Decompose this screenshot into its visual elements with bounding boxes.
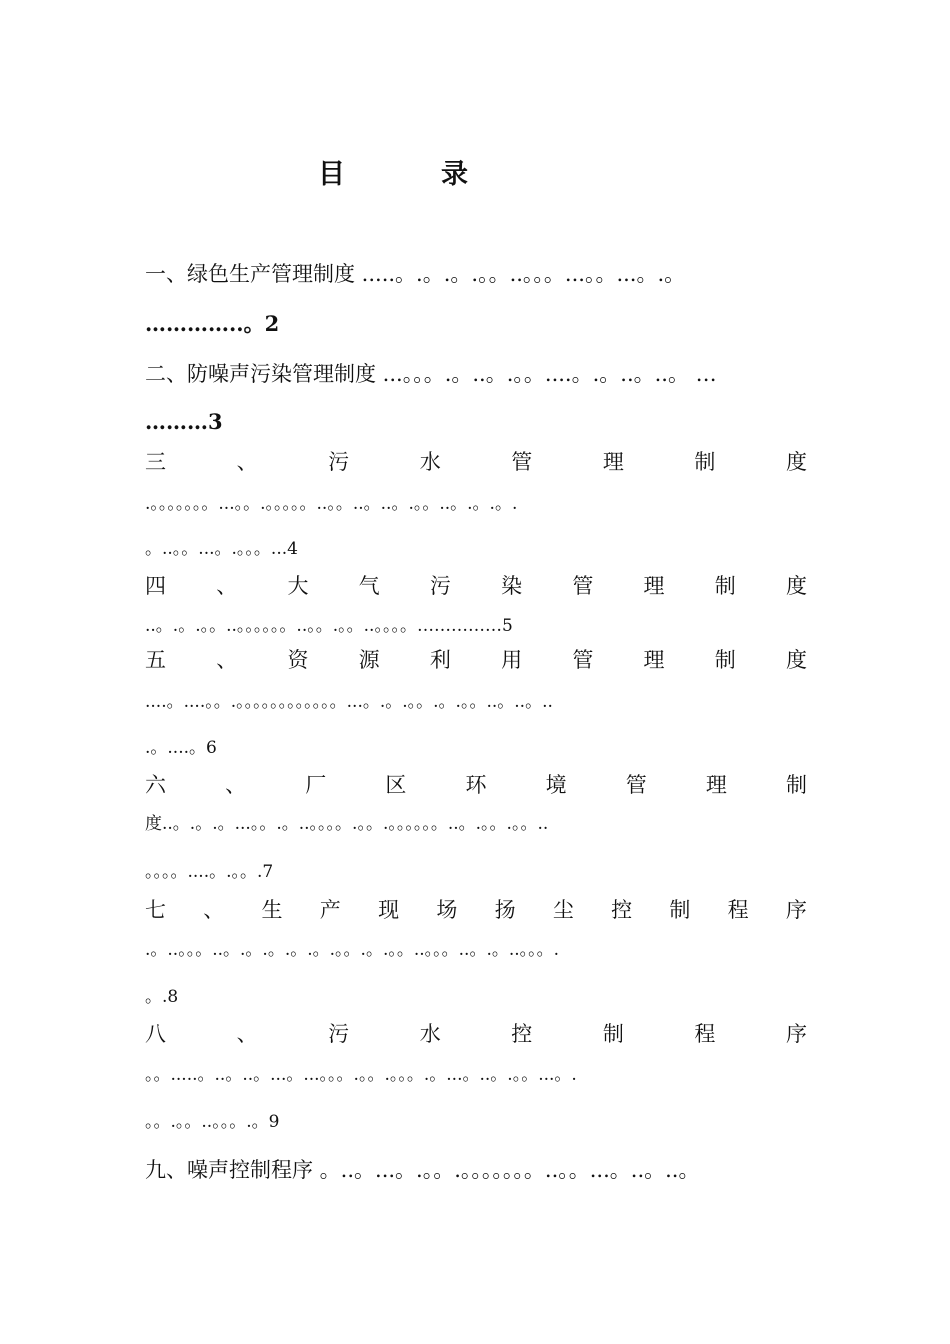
toc-entry-6-char: 区 (385, 773, 407, 797)
toc-entry-5-char: 五 (145, 648, 166, 672)
toc-entry-4-char: 气 (358, 574, 380, 598)
toc-entry-7-char: 生 (261, 898, 283, 922)
toc-entry-4-char: 污 (429, 574, 451, 598)
toc-entry-8-char: 八 (145, 1022, 166, 1046)
toc-entry-7-line-2: .。..。。。..。.。.。.。.。.。。.。.。。..。。。..。.。..。。。. (145, 940, 560, 960)
toc-entry-1-line-1: 一、绿色生产管理制度 .....。.。.。.。。..。。。...。。...。.。 (145, 262, 686, 286)
toc-entry-5-char: 理 (643, 648, 665, 672)
toc-entry-7-line-3: 。.8 (145, 987, 179, 1007)
toc-entry-6-line-1 (145, 771, 807, 799)
toc-entry-5-char: 源 (358, 648, 380, 672)
toc-entry-7-char: 控 (611, 898, 633, 922)
toc-entry-4-char: 度 (785, 574, 807, 598)
toc-entry-4-char: 四 (145, 574, 166, 598)
toc-entry-6-char: 厂 (305, 773, 327, 797)
toc-entry-7-char: 产 (319, 898, 341, 922)
toc-entry-3-char: 污 (328, 450, 350, 474)
toc-entry-5-line-2: ....。....。。.。。。。。。。。。。。。...。.。.。。.。.。。..。..。.. (145, 692, 553, 712)
toc-entry-1-line-2: …………..。2 (145, 311, 280, 336)
toc-entry-6-char: 理 (705, 773, 727, 797)
toc-entry-5-char: 、 (216, 648, 238, 672)
toc-entry-6-char: 、 (225, 773, 247, 797)
toc-entry-6-char: 六 (145, 773, 166, 797)
toc-entry-3-char: 度 (785, 450, 807, 474)
toc-entry-4-char: 、 (216, 574, 238, 598)
toc-entry-3-char: 三 (145, 450, 166, 474)
toc-entry-5-line-1 (145, 646, 807, 674)
toc-entry-5-char: 管 (572, 648, 594, 672)
toc-entry-8-char: 序 (785, 1022, 807, 1046)
toc-entry-8-char: 程 (694, 1022, 716, 1046)
toc-entry-7-char: 制 (669, 898, 691, 922)
toc-entry-6-line-3: 。。。。....。.。。.7 (145, 862, 274, 882)
toc-entry-5-char: 度 (785, 648, 807, 672)
toc-entry-6-char: 制 (786, 773, 807, 797)
toc-entry-3-char: 制 (694, 450, 716, 474)
toc-entry-3-line-3: 。..。。...。.。。。...4 (145, 539, 298, 559)
toc-entry-3-char: 理 (602, 450, 624, 474)
toc-entry-8-line-3: 。。.。。..。。。.。9 (145, 1112, 280, 1132)
toc-entry-5-char: 利 (429, 648, 451, 672)
toc-entry-4-line-2: ..。.。.。。..。。。。。。..。。.。。..。。。。……………5 (145, 616, 513, 636)
toc-entry-7-char: 尘 (552, 898, 574, 922)
toc-title-char-1: 目 (318, 159, 345, 190)
toc-entry-8-char: 制 (602, 1022, 624, 1046)
toc-entry-9-line-1: 九、噪声控制程序 。..。...。.。。.。。。。。。。..。。...。..。..。 (145, 1158, 700, 1182)
toc-entry-8-char: 控 (511, 1022, 533, 1046)
toc-entry-8-line-2: 。。.....。..。..。...。...。。。.。。.。。。.。...。..。.。。...。. (145, 1065, 577, 1085)
toc-entry-6-char: 管 (625, 773, 647, 797)
toc-entry-6-char: 环 (465, 773, 487, 797)
toc-entry-7-char: 序 (785, 898, 807, 922)
toc-entry-5-char: 用 (501, 648, 523, 672)
toc-entry-5-char: 制 (714, 648, 736, 672)
toc-entry-7-char: 七 (145, 898, 166, 922)
toc-entry-7-char: 、 (203, 898, 225, 922)
toc-entry-7-line-1 (145, 896, 807, 924)
toc-entry-7-char: 扬 (494, 898, 516, 922)
toc-entry-4-char: 大 (287, 574, 309, 598)
toc-entry-4-line-1 (145, 572, 807, 600)
toc-entry-3-char: 、 (236, 450, 258, 474)
toc-entry-2-line-1: 二、防噪声污染管理制度 ...。。。.。..。.。。....。.。..。..。 … (145, 362, 717, 386)
toc-entry-2-line-2: ………3 (145, 409, 223, 434)
toc-entry-8-char: 、 (236, 1022, 258, 1046)
toc-entry-3-line-2: .。。。。。。。...。。.。。。。。..。。..。..。.。。..。.。.。. (145, 494, 518, 514)
toc-entry-3-char: 水 (419, 450, 441, 474)
toc-entry-6-char: 境 (545, 773, 567, 797)
toc-entry-8-char: 污 (328, 1022, 350, 1046)
toc-title (318, 152, 468, 191)
toc-entry-5-line-3: .。....。6 (145, 738, 217, 758)
toc-entry-6-line-2: 度..。.。.。...。。.。..。。。。.。。.。。。。。。..。.。。.。。.. (145, 814, 549, 834)
toc-entry-3-line-1 (145, 448, 807, 476)
toc-entry-4-char: 染 (501, 574, 523, 598)
toc-entry-4-char: 管 (572, 574, 594, 598)
toc-title-char-2: 录 (441, 159, 468, 190)
toc-entry-7-char: 现 (378, 898, 400, 922)
toc-entry-4-char: 制 (714, 574, 736, 598)
toc-entry-3-char: 管 (511, 450, 533, 474)
toc-entry-7-char: 场 (436, 898, 458, 922)
toc-entry-8-line-1 (145, 1020, 807, 1048)
toc-entry-8-char: 水 (419, 1022, 441, 1046)
toc-entry-4-char: 理 (643, 574, 665, 598)
toc-entry-5-char: 资 (287, 648, 309, 672)
toc-entry-7-char: 程 (727, 898, 749, 922)
